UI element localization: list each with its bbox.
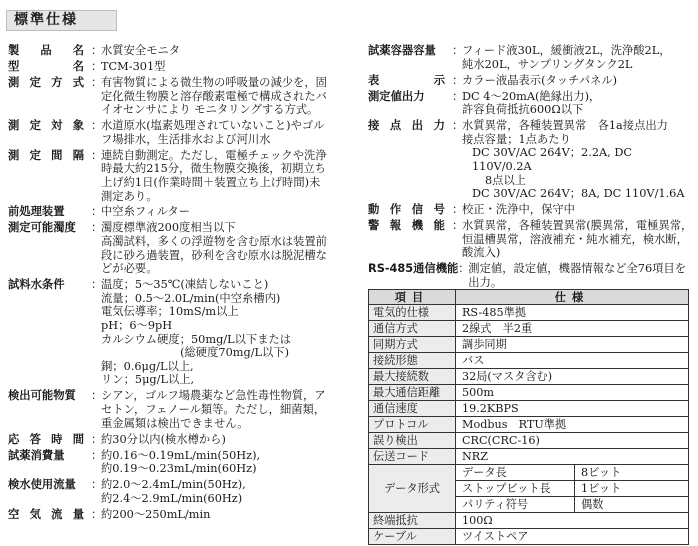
spec-item (8, 76, 358, 117)
spec-value (462, 74, 693, 88)
table-row (369, 305, 689, 321)
spec-value-line: イオセンサにより モニタリングする方式。 (101, 103, 319, 117)
spec-key-char: 力 (433, 119, 445, 133)
spec-key (8, 44, 91, 58)
spec-value-line: 段に砂ろ過装置，砂利を含む原水は脱泥槽な (101, 248, 327, 262)
table-row (369, 401, 689, 417)
spec-key-char: 隔 (72, 148, 84, 162)
spec-value (101, 60, 358, 74)
spec-value-line: 水質異常，各種装置異常 各1a接点出力 (462, 119, 668, 133)
table-cell-item: 通信方式 (369, 321, 456, 337)
spec-key: 検出可能物質 (8, 389, 76, 403)
spec-item (368, 203, 693, 217)
table-cell-item: 誤り検出 (369, 433, 456, 449)
spec-key-char: 時 (51, 432, 63, 446)
spec-list-right (368, 44, 693, 292)
spec-value-line: pH；6～9pH (101, 319, 173, 333)
table-cell-subitem: ストップビット長 (456, 481, 575, 497)
spec-key: 前処理装置 (8, 205, 65, 219)
spec-key: RS-485通信機能 (368, 262, 459, 276)
spec-item (8, 44, 358, 58)
spec-value (101, 433, 358, 447)
spec-value (101, 76, 358, 117)
table-header-item: 項目 (369, 290, 456, 305)
spec-value-line: 濁度標準液200度相当以下 (101, 221, 236, 235)
spec-item (8, 449, 358, 476)
table-cell-item: プロトコル (369, 417, 456, 433)
spec-value-line: セトン，フェノール類等。ただし，細菌類， (101, 402, 326, 416)
colon: ： (452, 89, 464, 103)
colon: ： (91, 205, 103, 219)
table-cell-spec: 100Ω (456, 513, 689, 529)
colon: ： (458, 262, 470, 276)
spec-key-char: 定 (29, 75, 41, 89)
spec-key (368, 74, 452, 88)
spec-value-line: 連続自動測定。ただし，電極チェックや洗浄 (101, 148, 327, 162)
table-cell-spec: 偶数 (575, 497, 689, 513)
spec-value-line: 許容負荷抵抗600Ω以下 (462, 103, 584, 117)
spec-key (8, 508, 91, 522)
spec-value-line: リン；5μg/L以上, (101, 373, 195, 387)
spec-value-line: TCM-301型 (101, 59, 166, 73)
colon: ： (91, 389, 103, 403)
spec-value-line: 測定あり。 (101, 189, 158, 203)
spec-value-line: 約2.4～2.9mL/min(60Hz) (101, 491, 243, 505)
table-cell-spec: バス (456, 353, 689, 369)
spec-value-line: 水質異常，各種装置異常(膜異常，電極異常， (462, 219, 693, 233)
spec-key: 試料水条件 (8, 278, 65, 292)
spec-value-line: 温度；5～35℃(凍結しないこと) (101, 278, 269, 292)
spec-key-char: 気 (29, 507, 41, 521)
table-cell-subitem: データ長 (456, 465, 575, 481)
spec-key-char: 測 (8, 148, 20, 162)
spec-value (468, 262, 693, 289)
spec-key: 試薬消費量 (8, 448, 65, 462)
spec-value-line: 出力。 (468, 275, 503, 289)
table-cell-item: データ形式 (369, 465, 456, 513)
table-cell-item: ケーブル (369, 529, 456, 545)
spec-key-char: 報 (389, 219, 402, 233)
spec-value (101, 478, 358, 505)
spec-value-line: 重金属類は検出できません。 (101, 416, 249, 430)
spec-value-line: 恒温槽異常，溶液補充・純水補充，検水断， (462, 232, 688, 246)
spec-item (8, 60, 358, 74)
table-row (369, 433, 689, 449)
spec-key-char: 作 (389, 203, 402, 217)
spec-value (462, 119, 693, 201)
spec-value-line: 上げ約1日(作業時間＋装置立ち上げ時間)未 (101, 175, 321, 189)
spec-value-line: 中空糸フィルター (101, 205, 191, 219)
spec-value-line: 銅；0.6μg/L以上, (101, 359, 194, 373)
spec-value (101, 221, 358, 275)
spec-key: 測定値出力 (368, 89, 425, 103)
spec-key-char: 定 (29, 148, 41, 162)
colon: ： (91, 119, 103, 133)
spec-value (462, 44, 693, 71)
colon: ： (91, 278, 103, 292)
spec-value-line: 電気伝導率；10mS/m以上 (101, 305, 239, 319)
colon: ： (91, 507, 103, 521)
section-header: 標準仕様 (6, 10, 117, 31)
spec-key-char: 流 (51, 507, 63, 521)
spec-value-line: DC 30V/AC 264V；2.2A, DC 110V/0.2A (472, 146, 633, 173)
spec-key-char: 間 (51, 148, 63, 162)
spec-key (8, 60, 91, 74)
spec-value-line: 約2.0～2.4mL/min(50Hz), (101, 478, 246, 492)
spec-item (8, 389, 358, 430)
spec-item (8, 119, 358, 146)
spec-key: 試薬容器容量 (368, 44, 436, 57)
spec-key (8, 119, 91, 146)
spec-key (8, 149, 91, 203)
spec-item (368, 219, 693, 260)
spec-key-char: 点 (389, 119, 402, 133)
spec-value (101, 449, 358, 476)
spec-value-line: 約0.19～0.23mL/min(60Hz) (101, 462, 257, 476)
spec-value-line: DC 4～20mA(絶縁出力)， (462, 89, 601, 103)
spec-key-char: 応 (8, 432, 20, 446)
spec-value-line: カラー液晶表示(タッチパネル) (462, 73, 617, 87)
spec-key-char: 空 (8, 507, 20, 521)
spec-value-line: 測定値，設定値，機器情報など全76項目を (468, 262, 687, 276)
spec-key-char: 品 (40, 44, 52, 57)
spec-value-line: 酸流入) (462, 246, 501, 260)
rs485-spec-table (368, 289, 689, 545)
spec-key-char: 測 (8, 119, 20, 133)
table-cell-item: 通信速度 (369, 401, 456, 417)
table-cell-spec: 8ビット (575, 465, 689, 481)
spec-key-char: 示 (433, 73, 445, 87)
table-row (369, 513, 689, 529)
colon: ： (91, 148, 103, 162)
spec-item (8, 221, 358, 275)
spec-key-char: 量 (72, 507, 84, 521)
table-cell-spec: 調歩同期 (456, 337, 689, 353)
table-row (369, 337, 689, 353)
spec-value-line: 約0.16～0.19mL/min(50Hz), (101, 448, 261, 462)
spec-key-char: 警 (368, 219, 380, 233)
spec-key (8, 433, 91, 447)
colon: ： (452, 203, 464, 217)
spec-key-char: 名 (72, 44, 84, 57)
spec-item (8, 149, 358, 203)
spec-item (8, 478, 358, 505)
table-row (369, 369, 689, 385)
table-cell-subitem: パリティ符号 (456, 497, 575, 513)
spec-key-char: 製 (8, 44, 20, 57)
spec-value-line: DC 30V/AC 264V；8A, DC 110V/1.6A (472, 187, 685, 201)
colon: ： (91, 44, 103, 57)
colon: ： (91, 59, 103, 73)
colon: ： (452, 73, 464, 87)
spec-value-line: 高濁試料，多くの浮遊物を含む原水は装置前 (101, 235, 327, 249)
spec-key: 検水使用流量 (8, 478, 76, 492)
table-row (369, 321, 689, 337)
colon: ： (91, 448, 103, 462)
colon: ： (91, 478, 103, 492)
spec-key-char: 型 (8, 59, 20, 73)
spec-key-char: 接 (368, 119, 380, 133)
spec-key (368, 203, 452, 217)
spec-value-line: (総硬度70mg/L以下) (101, 346, 290, 360)
colon: ： (452, 119, 464, 133)
spec-value (101, 205, 358, 219)
spec-value-line: 8点以上 (485, 173, 527, 187)
spec-key-char: 象 (72, 119, 84, 133)
colon: ： (91, 75, 103, 89)
table-cell-spec: Modbus RTU準拠 (456, 417, 689, 433)
table-row (369, 465, 689, 481)
spec-key-char: 信 (411, 203, 424, 217)
spec-key-char: 定 (29, 119, 41, 133)
spec-key (368, 119, 452, 201)
spec-key-char: 間 (72, 432, 84, 446)
spec-value-line: 約30分以内(検水樽から) (101, 432, 226, 446)
table-cell-item: 電気的仕様 (369, 305, 456, 321)
spec-value-line: シアン，ゴルフ場農薬など急性毒性物質，ア (101, 389, 326, 403)
table-cell-item: 最大通信距離 (369, 385, 456, 401)
table-cell-spec: 19.2KBPS (456, 401, 689, 417)
table-row (369, 353, 689, 369)
spec-item (368, 90, 693, 117)
spec-key (8, 76, 91, 117)
colon: ： (452, 219, 464, 233)
spec-value-line: 水道原水(塩素処理されていないこと)やゴル (101, 119, 325, 133)
spec-value-line: 定化微生物膜と溶存酸素電極で構成されたバ (101, 89, 327, 103)
spec-value (462, 90, 693, 117)
colon: ： (91, 221, 103, 235)
spec-key-char: 名 (72, 59, 84, 73)
table-cell-spec: 1ビット (575, 481, 689, 497)
spec-value-line: 純水20L，サンプリングタンク2L (462, 57, 633, 71)
spec-value-line: 水質安全モニタ (101, 44, 181, 57)
spec-item (8, 205, 358, 219)
spec-value (101, 389, 358, 430)
spec-value (101, 149, 358, 203)
spec-item (368, 119, 693, 201)
spec-key-char: 測 (8, 75, 20, 89)
table-row (369, 529, 689, 545)
spec-item (8, 508, 358, 522)
spec-value (462, 203, 693, 217)
table-cell-item: 最大接続数 (369, 369, 456, 385)
spec-item (8, 433, 358, 447)
spec-key-char: 式 (72, 75, 84, 89)
table-cell-spec: 2線式 半2重 (456, 321, 689, 337)
spec-value-line: 約200～250mL/min (101, 507, 211, 521)
spec-key: 測定可能濁度 (8, 221, 76, 235)
spec-item (368, 74, 693, 88)
table-header-spec: 仕様 (456, 290, 689, 305)
spec-item (368, 262, 693, 289)
table-cell-item: 同期方式 (369, 337, 456, 353)
colon: ： (91, 432, 103, 446)
spec-key-char: 対 (51, 119, 63, 133)
table-row (369, 385, 689, 401)
spec-value (101, 508, 358, 522)
spec-key-char: 能 (433, 219, 445, 233)
table-cell-item: 終端抵抗 (369, 513, 456, 529)
spec-list-left (8, 44, 358, 524)
spec-value-line: 接点容量；1点あたり (462, 132, 571, 146)
table-cell-item: 接続形態 (369, 353, 456, 369)
spec-value-line: カルシウム硬度；50mg/L以下または (101, 332, 292, 346)
table-cell-spec: NRZ (456, 449, 689, 465)
spec-value (101, 44, 358, 58)
spec-key-char: 出 (411, 119, 424, 133)
table-row (369, 449, 689, 465)
spec-key-char: 動 (368, 203, 380, 217)
table-cell-spec: ツイストペア (456, 529, 689, 545)
spec-value-line: 校正・洗浄中，保守中 (462, 203, 575, 217)
spec-value (101, 119, 358, 146)
table-cell-item: 伝送コード (369, 449, 456, 465)
spec-key-char: 号 (433, 203, 445, 217)
spec-value-line: 時最大約215分，微生物膜交換後，初期立ち (101, 162, 326, 176)
spec-value-line: フィード液30L，緩衝液2L，洗浄酸2L， (462, 44, 671, 57)
spec-item (8, 278, 358, 387)
spec-item (368, 44, 693, 71)
table-cell-spec: RS-485準拠 (456, 305, 689, 321)
spec-value-line: どが必要。 (101, 262, 158, 276)
spec-key-char: 機 (411, 219, 424, 233)
spec-value (101, 278, 358, 387)
spec-key-char: 表 (368, 73, 380, 87)
spec-value-line: 流量；0.5～2.0L/min(中空糸槽内) (101, 291, 281, 305)
table-cell-spec: 500m (456, 385, 689, 401)
table-row (369, 417, 689, 433)
spec-value-line: 有害物質による微生物の呼吸量の減少を，固 (101, 75, 327, 89)
table-cell-spec: CRC(CRC-16) (456, 433, 689, 449)
table-header-row (369, 290, 689, 305)
spec-key-char: 方 (51, 75, 63, 89)
table-cell-spec: 32局(マスタ含む) (456, 369, 689, 385)
spec-key (368, 219, 452, 260)
colon: ： (452, 44, 464, 57)
spec-key-char: 答 (29, 432, 41, 446)
spec-value (462, 219, 693, 260)
spec-value-line: フ場排水，生活排水および河川水 (101, 132, 271, 146)
